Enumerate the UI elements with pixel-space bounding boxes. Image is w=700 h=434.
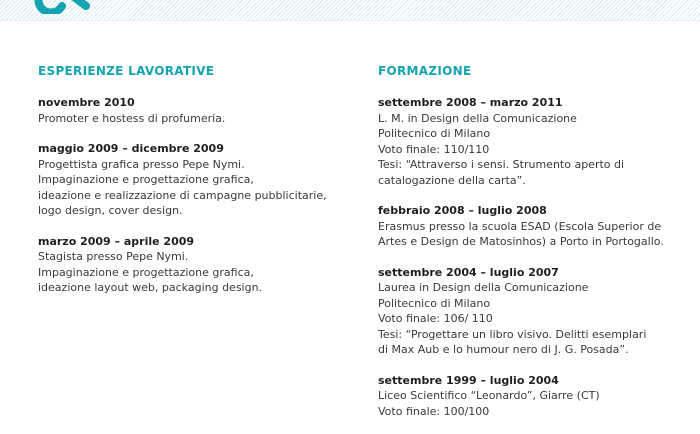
work-entry [38,95,338,126]
entry-date: novembre 2010 [38,96,135,109]
entry-line: Impaginazione e progettazione grafica, [38,173,254,186]
entry-line: ideazione e realizzazione di campagne pubblicitarie, [38,188,327,202]
entry-line: logo design, cover design. [38,204,183,217]
entry-line: Promoter e hostess di profumeria. [38,111,226,125]
work-experience-list [38,95,338,296]
education-title: FORMAZIONE [378,64,472,78]
education-entry [378,95,698,188]
entry-date: settembre 2004 – luglio 2007 [378,265,559,279]
entry-line: Voto finale: 100/100 [378,404,490,418]
entry-line: Politecnico di Milano [378,296,491,310]
entry-line: Progettista grafica presso Pepe Nymi. [38,157,245,171]
logo-fragment-icon [0,0,110,14]
entry-line: Erasmus presso la scuola ESAD (Escola Superior de [378,219,662,233]
entry-line: Politecnico di Milano [378,127,491,140]
entry-line: Liceo Scientifico “Leonardo”, Giarre (CT) [378,389,600,402]
entry-line: Artes e Design de Matosinhos) a Porto in Portogallo. [378,235,664,248]
entry-line: ideazione layout web, packaging design. [38,281,263,294]
entry-line: Voto finale: 106/ 110 [378,312,493,325]
work-experience-title: ESPERIENZE LAVORATIVE [38,64,215,78]
entry-line: Laurea in Design della Comunicazione [378,281,589,294]
entry-line: Voto finale: 110/110 [378,142,490,156]
entry-date: febbraio 2008 – luglio 2008 [378,204,547,217]
entry-line: Tesi: “Attraverso i sensi. Strumento aperto di [378,158,625,171]
entry-line: di Max Aub e lo humour nero di J. G. Posada”. [378,343,629,356]
work-experience-column [38,63,338,311]
entry-date: settembre 1999 – luglio 2004 [378,373,559,387]
work-entry [38,141,338,219]
work-entry [38,234,338,296]
education-entry [378,203,698,250]
entry-date: maggio 2009 – dicembre 2009 [38,142,224,155]
entry-line: Stagista presso Pepe Nymi. [38,250,189,263]
education-entry [378,265,698,358]
entry-line: Impaginazione e progettazione grafica, [38,265,254,279]
education-list [378,95,698,419]
entry-line: Tesi: “Progettare un libro visivo. Delitti esemplari [378,327,647,341]
entry-date: settembre 2008 – marzo 2011 [378,96,563,109]
education-column [378,63,698,434]
education-entry [378,373,698,420]
entry-date: marzo 2009 – aprile 2009 [38,234,195,248]
entry-line: catalogazione della carta”. [378,173,526,187]
entry-line: L. M. in Design della Comunicazione [378,111,577,125]
